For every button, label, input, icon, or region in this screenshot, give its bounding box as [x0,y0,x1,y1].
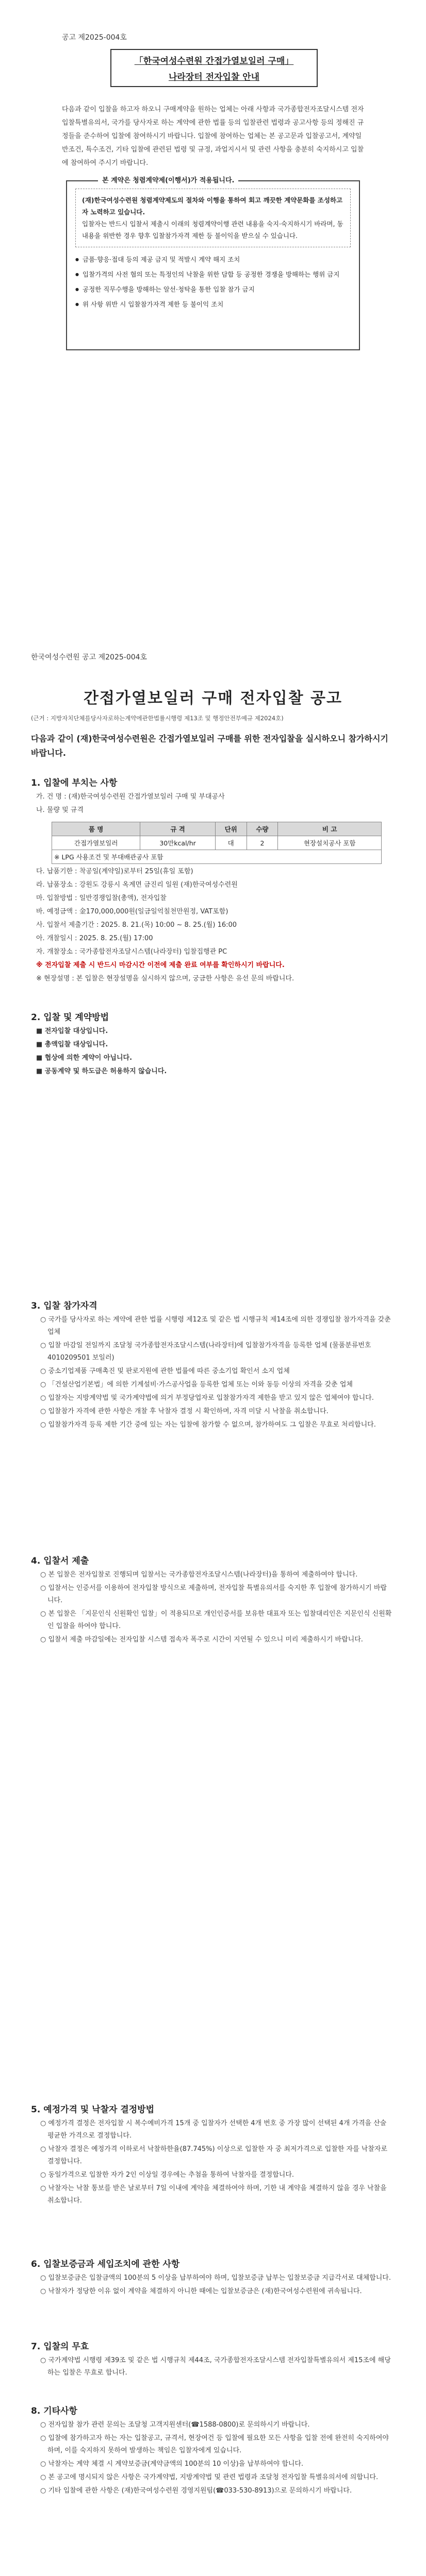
detail-line: 아. 개찰일시 : 2025. 8. 25.(월) 17:00 [36,935,153,942]
section-6-body [36,2272,392,2299]
detail-line: 다. 납품기한 : 착공일(계약일)로부터 25일(휴일 포함) [36,868,193,875]
list-item: ○ 입찰서 제출 마감일에는 전자입찰 시스템 접속자 폭주로 시간이 지연될 수 있으니 미리 제출하시기 바랍니다. [40,1636,363,1643]
list-item: ○ 낙찰자는 계약 체결 시 계약보증금(계약금액의 100분의 10 이상)을 납부하여야 합니다. [40,2460,304,2468]
spec-table [52,822,382,864]
list-item: ○ 동일가격으로 입찰한 자가 2인 이상일 경우에는 추첨을 통하여 낙찰자를 결정합니다. [40,2171,294,2179]
item-name: 가. 건 명 : (재)한국여성수련원 간접가열보일러 구매 및 부대공사 [36,793,225,801]
section-8-title: 8. 기타사항 [31,2406,77,2416]
section-5-body [36,2117,392,2208]
section-2-title: 2. 입찰 및 계약방법 [31,1012,109,1023]
deadline-warning: ※ 전자입찰 제출 시 반드시 마감시간 이전에 제출 완료 여부를 확인하시기 바랍니다. [36,961,285,969]
notice-box-tag: 본 계약은 청렴계약제(이행서)가 적용됩니다. [98,175,238,184]
section-4-body [36,1569,392,1647]
list-item: ■ 전자입찰 대상입니다. [36,1027,108,1035]
list-item: ○ 입찰서는 인증서를 이용하여 전자입찰 방식으로 제출하며, 전자입찰 특별유의서를 숙지한 후 입찰에 참가하시기 바랍니다. [40,1584,387,1604]
item-spec-heading: 나. 물량 및 규격 [36,806,84,814]
list-item: ○ 기타 입찰에 관한 사항은 (재)한국여성수련원 경영지원팀(☎033-530-8913)으로 문의하시기 바랍니다. [40,2487,352,2495]
section-8-body [36,2419,392,2498]
legal-basis-note: (근거 : 지방자치단체를당사자로하는계약에관한법률시행령 제13조 및 행정안전부예규 제2024호) [31,715,284,722]
detail-line: 라. 납품장소 : 강원도 강릉시 옥계면 금진리 일원 (재)한국여성수련원 [36,881,238,889]
section-3-title: 3. 입찰 참가자격 [31,1301,97,1311]
table-header: 비 고 [278,822,382,836]
list-item: ○ 본 입찰은 전자입찰로 진행되며 입찰서는 국가종합전자조달시스템(나라장터)을 통하여 제출하여야 합니다. [40,1571,358,1579]
site-briefing-note: ※ 현장설명 : 본 입찰은 현장설명을 실시하지 않으며, 궁금한 사항은 유선 문의 바랍니다. [36,975,294,982]
table-cell: 간접가열보일러 [52,836,140,850]
section-1-title: 1. 입찰에 부치는 사항 [31,778,118,788]
list-item: ○ 입찰에 참가하고자 하는 자는 입찰공고, 규격서, 현장여건 등 입찰에 필요한 모든 사항을 입찰 전에 완전히 숙지하여야 하며, 이를 숙지하지 못하여 발생하는 책임은 입찰자에게 있습니다. [40,2434,389,2454]
list-item: ● 입찰가격의 사전 협의 또는 특정인의 낙찰을 위한 담합 등 공정한 경쟁을 방해하는 행위 금지 [75,268,351,280]
list-item: ○ 낙찰자 결정은 예정가격 이하로서 낙찰하한율(87.745%) 이상으로 입찰한 자 중 최저가격으로 입찰한 자를 낙찰자로 결정합니다. [40,2145,388,2165]
list-item: ■ 협상에 의한 계약이 아닙니다. [36,1054,133,1062]
page-title: 간접가열보일러 구매 전자입찰 공고 [83,689,343,707]
list-item: ● 금품·향응·접대 등의 제공 금지 및 적발시 계약 해지 조치 [75,253,351,265]
table-row [52,836,382,850]
integrity-notice-box [66,177,360,350]
list-item: ○ 국가계약법 시행령 제39조 및 같은 법 시행규칙 제44조, 국가종합전자조달시스템 전자입찰특별유의서 제15조에 해당하는 입찰은 무효로 합니다. [40,2357,391,2377]
notice-box-line1: (재)한국여성수련원 청렴계약제도의 절차와 이행을 통하여 회고 깨끗한 계약문화를 조성하고자 노력하고 있습니다. [82,196,343,216]
notice-number-2: 한국여성수련원 공고 제2025-004호 [31,653,148,662]
list-item: ○ 입찰보증금은 입찰금액의 100분의 5 이상을 납부하여야 하며, 입찰보증금 납부는 입찰보증금 지급각서로 대체합니다. [40,2274,391,2282]
notice-bullets [75,253,351,310]
list-item: ■ 공동계약 및 하도급은 허용하지 않습니다. [36,1067,167,1075]
notice-number: 공고 제2025-004호 [62,33,127,42]
section-4-title: 4. 입찰서 제출 [31,1556,89,1566]
notice-box-line2: 입찰자는 반드시 입찰서 제출시 이래의 청렴계약이행 관련 내용을 숙지·숙지하시기 바라며, 동 내용을 위반한 경우 향후 입찰참가자격 제한 등 불이익을 받으실 수 있습니다. [82,220,343,240]
section-1-body [36,791,392,818]
section-2-body [36,1025,392,1079]
detail-line: 사. 입찰서 제출기간 : 2025. 8. 21.(목) 10:00 ~ 8. 25.(월) 16:00 [36,921,237,929]
table-cell: 30만kcal/hr [140,836,216,850]
section-5-title: 5. 예정가격 및 낙찰자 결정방법 [31,2105,155,2115]
list-item: ○ 입찰참가자격 등록 제한 기간 중에 있는 자는 입찰에 참가할 수 없으며, 참가하여도 그 입찰은 무효로 처리합니다. [40,1421,376,1429]
section-6-title: 6. 입찰보증금과 세입조치에 관한 사항 [31,2259,180,2269]
section-7-body [36,2354,392,2380]
table-header: 규 격 [140,822,216,836]
notice-box-inner [75,189,351,247]
list-item: ○ 본 공고에 명시되지 않은 사항은 국가계약법, 지방계약법 및 관련 법령과 조달청 전자입찰 특별유의서에 의합니다. [40,2473,379,2481]
table-cell: 대 [215,836,247,850]
list-item: ● 위 사항 위반 시 입찰참가자격 제한 등 불이익 조치 [75,298,351,310]
section-7-title: 7. 입찰의 무효 [31,2342,89,2352]
header-box [110,49,318,87]
list-item: ● 공정한 직무수행을 방해하는 알선·청탁을 통한 입찰 참가 금지 [75,283,351,295]
list-item: ○ 국가를 당사자로 하는 계약에 관한 법률 시행령 제12조 및 같은 법 시행규칙 제14조에 의한 경쟁입찰 참가자격을 갖춘 업체 [40,1316,391,1336]
table-cell: 2 [247,836,278,850]
detail-line: 마. 입찰방법 : 일반경쟁입찰(총액), 전자입찰 [36,894,167,902]
detail-line: 바. 예정금액 : 金170,000,000원(일금일억칠천만원정, VAT포함) [36,908,228,916]
table-note: ※ LPG 사용조건 및 부대배관공사 포함 [52,850,382,864]
table-header: 수량 [247,822,278,836]
header-title-line2: 나라장터 전자입찰 안내 [168,72,260,82]
lead-sentence: 다음과 같이 (재)한국여성수련원은 간접가열보일러 구매를 위한 전자입찰을 실시하오니 참가하시기 바랍니다. [31,734,388,758]
table-row [52,850,382,864]
list-item: ○ 예정가격 결정은 전자입찰 시 복수예비가격 15개 중 입찰자가 선택한 4개 번호 중 가장 많이 선택된 4개 가격을 산술평균한 가격으로 결정합니다. [40,2120,387,2140]
header-title-line1: 「한국여성수련원 간접가열보일러 구매」 [134,56,294,66]
list-item: ○ 중소기업제품 구매촉진 및 판로지원에 관한 법률에 따른 중소기업 확인서 소지 업체 [40,1367,290,1375]
section-1-details [36,866,392,986]
list-item: ○ 본 입찰은 「지문인식 신원확인 입찰」이 적용되므로 개인인증서를 보유한 대표자 또는 입찰대리인은 지문인식 신원확인 입찰을 하여야 합니다. [40,1610,392,1630]
section-3-body [36,1314,392,1432]
list-item: ○ 입찰 마감일 전일까지 조달청 국가종합전자조달시스템(나라장터)에 입찰참가자격을 등록한 업체 (물품분류번호 4010209501 보일러) [40,1342,371,1362]
detail-line: 자. 개찰장소 : 국가종합전자조달시스템(나라장터) 입찰집행관 PC [36,948,227,956]
list-item: ○ 「건설산업기본법」에 의한 기계설비·가스공사업을 등록한 업체 또는 이와 동등 이상의 자격을 갖춘 업체 [40,1381,353,1388]
list-item: ○ 입찰자는 지방계약법 및 국가계약법에 의거 부정당업자로 입찰참가자격 제한을 받고 있지 않은 업체여야 합니다. [40,1394,374,1402]
list-item: ○ 전자입찰 참가 관련 문의는 조달청 고객지원센터(☎1588-0800)로 문의하시기 바랍니다. [40,2421,310,2429]
table-header: 품 명 [52,822,140,836]
table-header: 단위 [215,822,247,836]
list-item: ○ 낙찰자는 낙찰 통보를 받은 날로부터 7일 이내에 계약을 체결하여야 하며, 기한 내 계약을 체결하지 않을 경우 낙찰을 취소합니다. [40,2184,387,2205]
table-cell: 현장설치공사 포함 [278,836,382,850]
table-header-row [52,822,382,836]
list-item: ■ 총액입찰 대상입니다. [36,1041,108,1048]
intro-paragraph: 다음과 같이 입찰을 하고자 하오니 구매계약을 원하는 업체는 아래 사항과 국가종합전자조달시스템 전자입찰특별유의서, 국가를 당사자로 하는 계약에 관한 법률 등의 입찰관련 법령과 공고사항 등의 정해진 규정들을 준수하여 입찰에 참여하시기 바랍니다. 입찰에 참여하는 업체는 본 공고문과 입찰공고서, 계약일반조건, 특수조건, 기타 입찰에 관련된 법령 및 규정, 과업지시서 및 관련 사항을 충분히 숙지하시고 입찰에 참여하여 주시기 바랍니다. [62,106,364,167]
list-item: ○ 입찰참가 자격에 관한 사항은 개찰 후 낙찰자 결정 시 확인하며, 자격 미달 시 낙찰을 취소합니다. [40,1408,329,1415]
list-item: ○ 낙찰자가 정당한 이유 없이 계약을 체결하지 아니한 때에는 입찰보증금은 (재)한국여성수련원에 귀속됩니다. [40,2287,362,2295]
